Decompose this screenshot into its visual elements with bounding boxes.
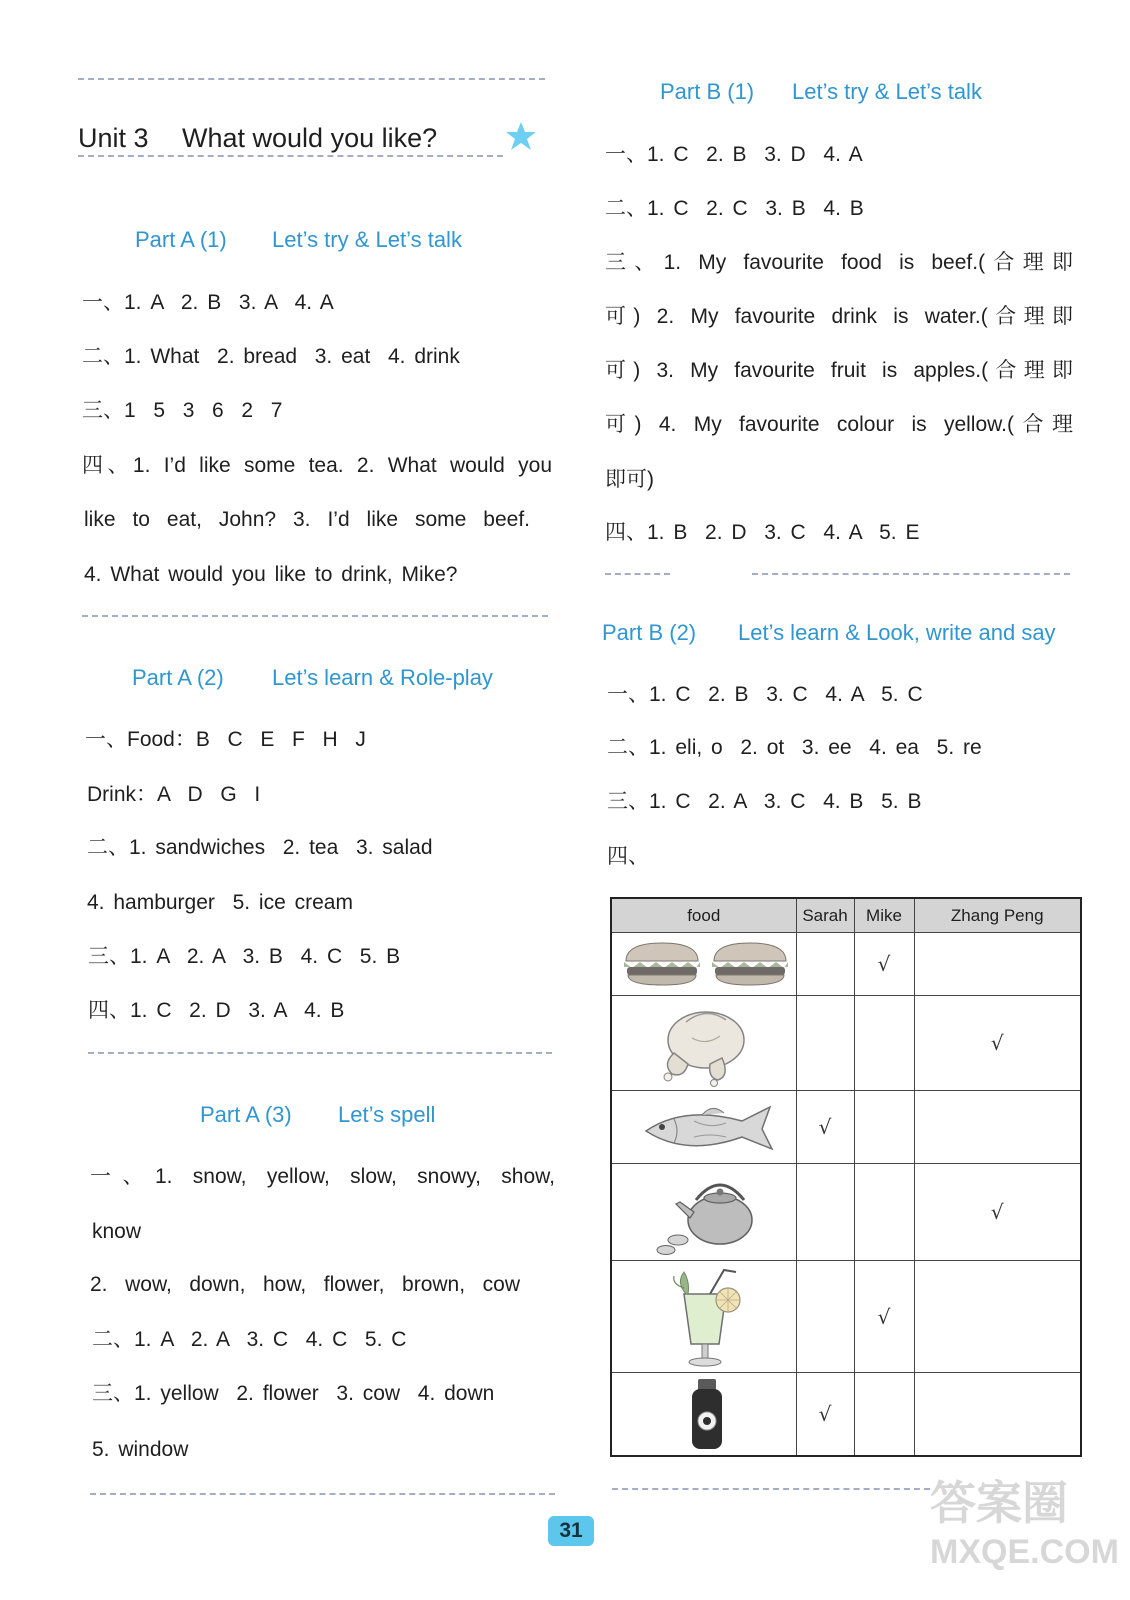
answer-line: 一、1. C 2. B 3. C 4. A 5. C xyxy=(607,683,923,706)
answer-line: 三、1. C 2. A 3. C 4. B 5. B xyxy=(607,790,922,813)
divider xyxy=(78,155,503,157)
table-row xyxy=(611,933,1081,996)
answer-line: 2. wow, down, how, flower, brown, cow xyxy=(90,1273,520,1296)
answer-line: 四、1. I’d like some tea. 2. What would you xyxy=(82,454,552,477)
divider xyxy=(605,573,670,575)
answer-line: 5. window xyxy=(92,1438,189,1461)
sarah-mark: √ xyxy=(796,1091,854,1164)
section-title: Let’s try & Let’s talk xyxy=(272,227,462,252)
section-title: Let’s learn & Role-play xyxy=(272,665,493,690)
answer-line: 一、1. C 2. B 3. D 4. A xyxy=(605,143,863,166)
answer-line: 一、Food：B C E F H J xyxy=(85,728,366,751)
unit-label: Unit 3 xyxy=(78,123,149,153)
section-part-label: Part A (2) xyxy=(132,665,224,690)
section-part-label: Part B (2) xyxy=(602,620,697,645)
section-title: Let’s learn & Look, write and say xyxy=(738,620,1056,645)
column-header-mike: Mike xyxy=(854,898,914,933)
answer-line: 二、1. A 2. A 3. C 4. C 5. C xyxy=(92,1328,407,1351)
sarah-mark: √ xyxy=(796,1373,854,1456)
fish-icon xyxy=(614,1093,794,1161)
food-cell xyxy=(611,1091,796,1164)
hamburger-icon xyxy=(614,935,794,993)
food-cell xyxy=(611,1261,796,1373)
section-part-label: Part A (1) xyxy=(135,227,227,252)
teapot-icon xyxy=(614,1166,794,1258)
sarah-mark xyxy=(796,1164,854,1261)
food-cell xyxy=(611,1164,796,1261)
mike-mark: √ xyxy=(854,1261,914,1373)
mike-mark: √ xyxy=(854,933,914,996)
answer-line: 一、1. A 2. B 3. A 4. A xyxy=(82,291,334,314)
answer-line: 可) 3. My favourite fruit is apples.(合理即 xyxy=(605,359,1073,382)
roast-chicken-icon xyxy=(614,998,794,1088)
food-preference-table xyxy=(610,897,1082,1457)
section-part-label: Part B (1) xyxy=(660,79,755,104)
answer-line: 四、1. B 2. D 3. C 4. A 5. E xyxy=(605,521,920,544)
divider xyxy=(90,1493,555,1495)
section-title: Let’s try & Let’s talk xyxy=(792,79,982,104)
bottle-icon xyxy=(614,1375,794,1453)
answer-line: 二、1. eli, o 2. ot 3. ee 4. ea 5. re xyxy=(607,736,982,759)
answer-line: 四、 xyxy=(607,845,649,868)
answer-line: 可) 2. My favourite drink is water.(合理即 xyxy=(605,305,1073,328)
juice-icon xyxy=(614,1264,794,1370)
zhang-peng-mark xyxy=(914,1373,1081,1456)
mike-mark xyxy=(854,1373,914,1456)
zhang-peng-mark: √ xyxy=(914,1164,1081,1261)
table-row xyxy=(611,1373,1081,1456)
answer-line: 三、1. yellow 2. flower 3. cow 4. down xyxy=(92,1382,495,1405)
answer-line: 可) 4. My favourite colour is yellow.(合理 xyxy=(605,413,1073,436)
answer-line: Drink：A D G I xyxy=(87,783,261,806)
answer-line: 即可) xyxy=(605,468,654,491)
unit-title: What would you like? xyxy=(182,123,438,153)
table-row xyxy=(611,1091,1081,1164)
answer-line: 4. hamburger 5. ice cream xyxy=(87,891,353,914)
table-row xyxy=(611,1164,1081,1261)
answer-line: 三、1. My favourite food is beef.(合理即 xyxy=(605,251,1073,274)
mike-mark xyxy=(854,996,914,1091)
mike-mark xyxy=(854,1091,914,1164)
column-header-food: food xyxy=(611,898,796,933)
column-header-sarah: Sarah xyxy=(796,898,854,933)
watermark-logo: 答案圈 xyxy=(930,1476,1068,1530)
divider xyxy=(612,1488,930,1490)
zhang-peng-mark: √ xyxy=(914,996,1081,1091)
table-header xyxy=(611,898,1081,933)
watermark-url: MXQE.COM xyxy=(930,1533,1119,1571)
star-icon xyxy=(505,120,537,152)
column-header-zhang-peng: Zhang Peng xyxy=(914,898,1081,933)
answer-line: 二、1. What 2. bread 3. eat 4. drink xyxy=(82,345,460,368)
answer-line: 三、1 5 3 6 2 7 xyxy=(82,399,283,422)
divider xyxy=(88,1052,552,1054)
divider xyxy=(752,573,1070,575)
food-cell xyxy=(611,996,796,1091)
zhang-peng-mark xyxy=(914,933,1081,996)
zhang-peng-mark xyxy=(914,1091,1081,1164)
answer-line: know xyxy=(92,1220,142,1243)
divider xyxy=(78,78,545,80)
answer-line: 二、1. C 2. C 3. B 4. B xyxy=(605,197,864,220)
sarah-mark xyxy=(796,996,854,1091)
food-cell xyxy=(611,1373,796,1456)
page-number: 31 xyxy=(548,1516,594,1546)
table-row xyxy=(611,1261,1081,1373)
zhang-peng-mark xyxy=(914,1261,1081,1373)
answer-line: 三、1. A 2. A 3. B 4. C 5. B xyxy=(88,945,401,968)
answer-line: 二、1. sandwiches 2. tea 3. salad xyxy=(87,836,433,859)
answer-line: 4. What would you like to drink, Mike? xyxy=(84,563,458,586)
divider xyxy=(82,615,548,617)
food-cell xyxy=(611,933,796,996)
mike-mark xyxy=(854,1164,914,1261)
section-part-label: Part A (3) xyxy=(200,1102,292,1127)
section-title: Let’s spell xyxy=(338,1102,436,1127)
answer-line: 一、1. snow, yellow, slow, snowy, show, xyxy=(90,1165,555,1188)
sarah-mark xyxy=(796,933,854,996)
answer-line: like to eat, John? 3. I’d like some beef. xyxy=(84,508,530,531)
answer-line: 四、1. C 2. D 3. A 4. B xyxy=(88,999,345,1022)
sarah-mark xyxy=(796,1261,854,1373)
table-row xyxy=(611,996,1081,1091)
